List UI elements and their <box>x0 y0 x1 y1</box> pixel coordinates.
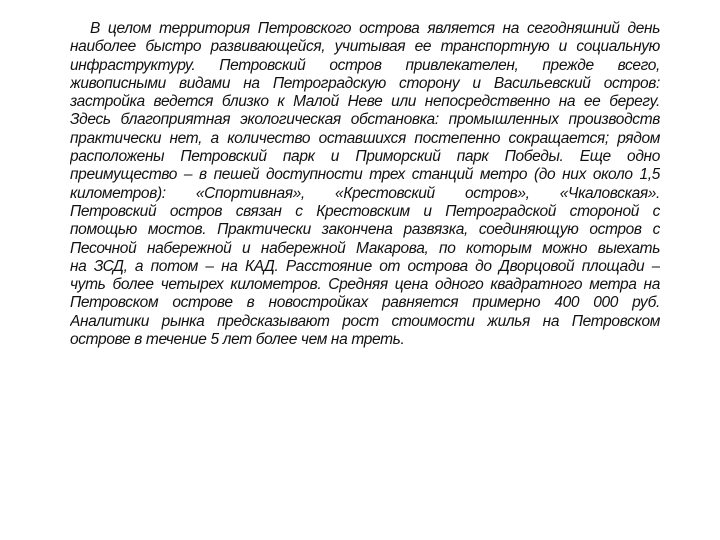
paragraph-line-16: Петровском острове в новостройках равняется примерно 400 000 руб. <box>70 294 660 312</box>
paragraph-line-12: помощью мостов. Практически закончена развязка, соединяющую остров с <box>70 221 660 239</box>
paragraph-line-14: на ЗСД, а потом – на КАД. Расстояние от острова до Дворцовой площади – <box>70 257 660 275</box>
paragraph-line-17: Аналитики рынка предсказывают рост стоимости жилья на Петровском <box>70 312 660 330</box>
paragraph-line-4: живописными видами на Петроградскую сторону и Васильевский остров: <box>70 74 660 92</box>
paragraph-line-11: Петровский остров связан с Крестовским и Петроградской стороной с <box>70 202 660 220</box>
paragraph-line-6: Здесь благоприятная экологическая обстановка: промышленных производств <box>70 111 660 129</box>
body-paragraph <box>70 20 660 349</box>
paragraph-line-1: В целом территория Петровского острова является на сегодняшний день <box>90 20 660 37</box>
paragraph-line-2: наиболее быстро развивающейся, учитывая ее транспортную и социальную <box>70 38 660 56</box>
paragraph-line-18: острове в течение 5 лет более чем на треть. <box>70 331 405 349</box>
paragraph-line-15: чуть более четырех километров. Средняя цена одного квадратного метра на <box>70 276 660 294</box>
paragraph-line-8: расположены Петровский парк и Приморский парк Победы. Еще одно <box>70 148 660 166</box>
paragraph-line-13: Песочной набережной и набережной Макарова, по которым можно выехать <box>70 239 660 257</box>
paragraph-line-3: инфраструктуру. Петровский остров привлекателен, прежде всего, <box>70 56 660 74</box>
paragraph-line-7: практически нет, а количество оставшихся постепенно сокращается; рядом <box>70 129 660 147</box>
paragraph-line-5: застройка ведется близко к Малой Неве или непосредственно на ее берегу. <box>70 93 660 111</box>
paragraph-line-10: километров): «Спортивная», «Крестовский остров», «Чкаловская». <box>70 184 660 202</box>
paragraph-line-9: преимущество – в пешей доступности трех станций метро (до них около 1,5 <box>70 166 660 184</box>
